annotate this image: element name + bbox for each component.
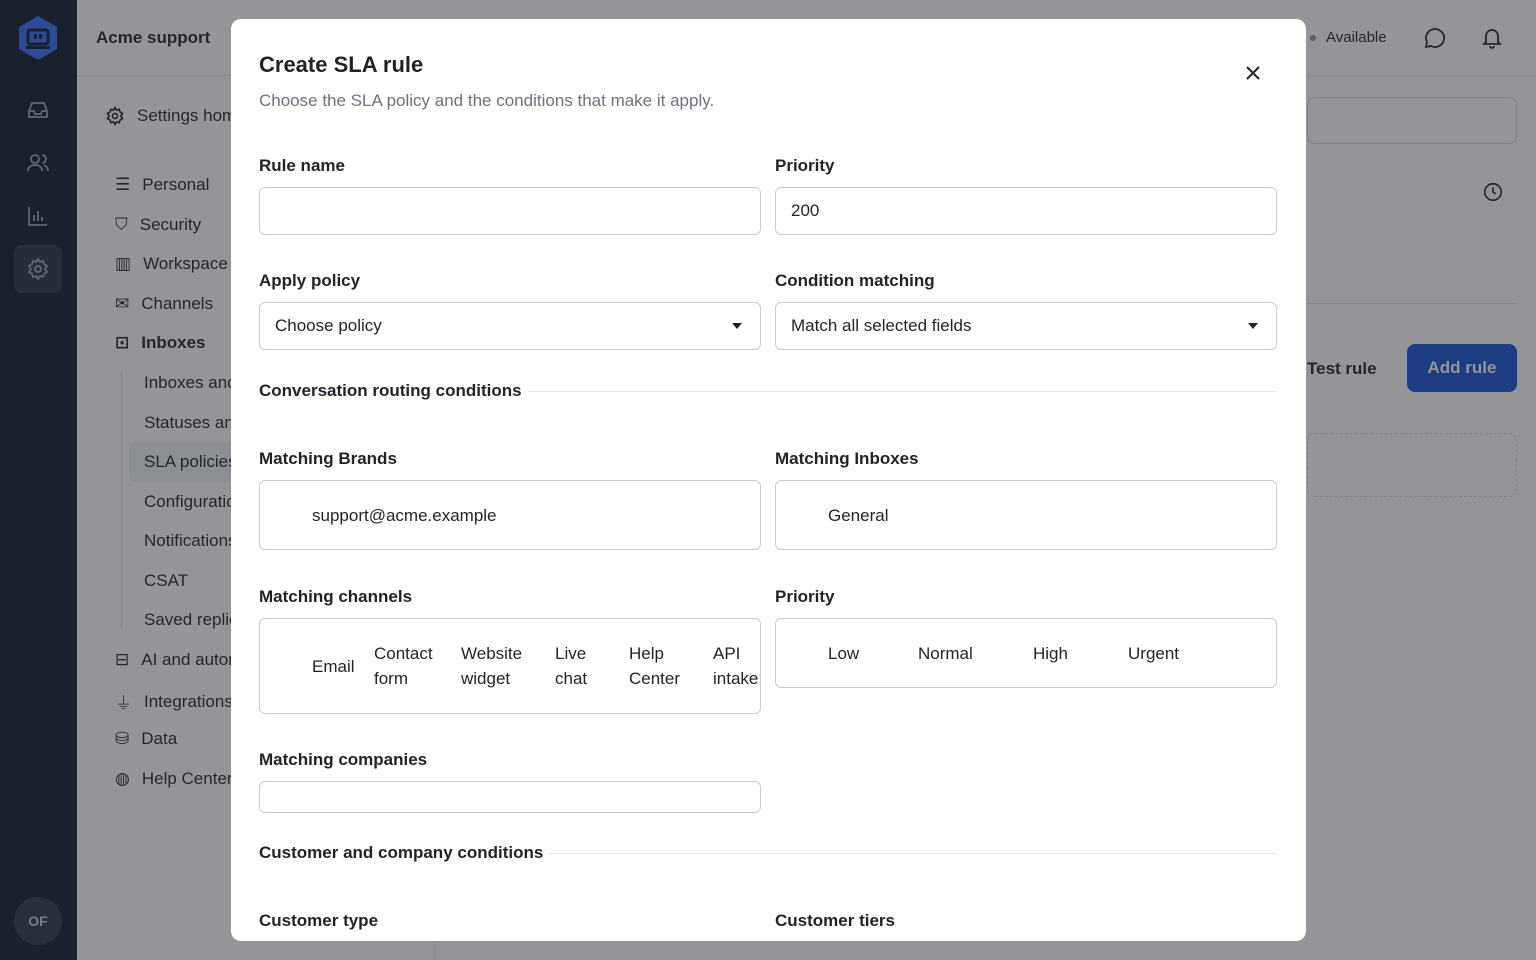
matching-channels-label: Matching channels [259, 587, 413, 606]
priority-option-high[interactable]: High [1033, 644, 1068, 663]
priority-levels-field[interactable] [775, 618, 1277, 688]
priority-label: Priority [775, 156, 835, 175]
matching-inboxes-label: Matching Inboxes [775, 449, 919, 468]
channel-label: Live [555, 644, 587, 663]
matching-companies-label: Matching companies [259, 750, 428, 769]
priority-levels-label: Priority [775, 587, 835, 606]
chevron-down-icon [1248, 323, 1258, 329]
create-sla-rule-dialog [231, 19, 1306, 941]
dialog-title: Create SLA rule [259, 52, 424, 77]
section-divider [528, 391, 1276, 392]
priority-option-low[interactable]: Low [828, 644, 860, 663]
matching-brands-label: Matching Brands [259, 449, 397, 468]
priority-option-normal[interactable]: Normal [918, 644, 973, 663]
matching-inboxes-field[interactable] [775, 480, 1277, 550]
rule-name-label: Rule name [259, 156, 345, 175]
channel-label: Email [312, 657, 355, 676]
apply-policy-select[interactable] [259, 302, 761, 350]
channel-option-live-chat[interactable] [555, 641, 587, 691]
matching-companies-field[interactable] [259, 781, 761, 813]
priority-option-urgent[interactable]: Urgent [1128, 644, 1180, 663]
matching-brands-field[interactable] [259, 480, 761, 550]
channel-label: Help [629, 644, 664, 663]
customer-tiers-label: Customer tiers [775, 911, 895, 930]
channel-label: form [374, 669, 408, 688]
customer-section-header [259, 843, 1276, 863]
channel-option-api-intake[interactable] [713, 641, 758, 691]
close-icon [1245, 65, 1261, 81]
chevron-down-icon [732, 323, 742, 329]
channel-label: Center [629, 669, 681, 688]
brand-option[interactable]: support@acme.example [312, 506, 497, 525]
channel-option-contact-form[interactable] [374, 641, 433, 691]
channel-label: Contact [374, 644, 433, 663]
channel-option-help-center[interactable] [629, 641, 680, 691]
section-title: Customer and company conditions [259, 843, 544, 862]
inbox-option[interactable]: General [828, 506, 889, 525]
close-button[interactable] [1241, 61, 1265, 85]
channel-label: API [713, 644, 741, 663]
routing-section-header [259, 381, 1276, 401]
priority-value: 200 [791, 201, 820, 220]
section-title: Conversation routing conditions [259, 381, 522, 400]
channel-label: Website [461, 644, 523, 663]
section-divider [549, 853, 1276, 854]
condition-matching-label: Condition matching [775, 271, 935, 290]
customer-type-label: Customer type [259, 911, 379, 930]
channel-option-email[interactable] [312, 654, 355, 679]
channel-label: chat [555, 669, 588, 688]
channel-option-website-widget[interactable] [461, 641, 522, 691]
rule-name-input[interactable] [259, 187, 761, 235]
channel-label: widget [461, 669, 511, 688]
priority-input[interactable] [775, 187, 1277, 235]
matching-channels-field[interactable] [259, 618, 761, 714]
condition-matching-value: Match all selected fields [791, 316, 972, 335]
apply-policy-label: Apply policy [259, 271, 361, 290]
condition-matching-select[interactable] [775, 302, 1277, 350]
dialog-subtitle: Choose the SLA policy and the conditions that make it apply. [259, 91, 715, 110]
apply-policy-value: Choose policy [275, 316, 382, 335]
channel-label: intake [713, 669, 759, 688]
